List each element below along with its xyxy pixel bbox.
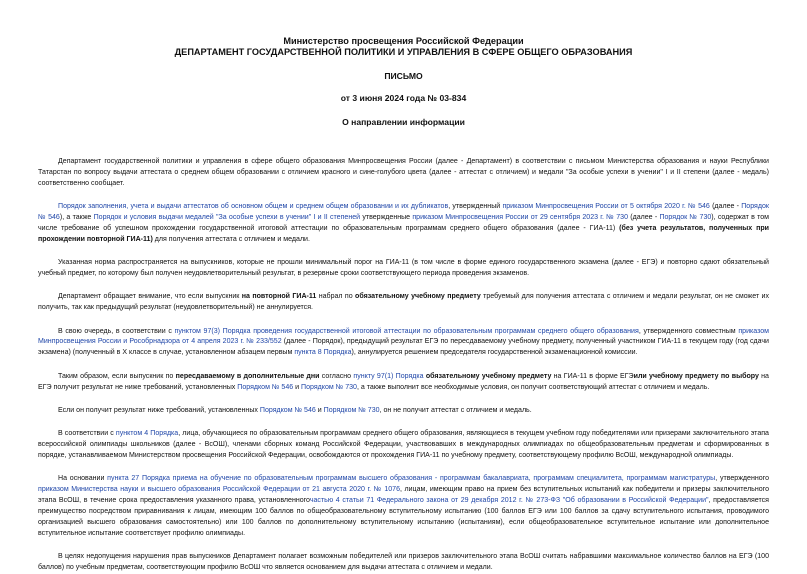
link-poryadok-546[interactable]: Порядком № 546 xyxy=(237,383,294,391)
document-body xyxy=(38,157,769,574)
paragraph-9 xyxy=(38,474,769,539)
link-order-1076[interactable]: приказом Министерства науки и высшего образования Российской Федерации от 21 августа 2020 г. № 1076 xyxy=(38,486,401,494)
document-type: ПИСЬМО xyxy=(384,71,423,81)
paragraph-1 xyxy=(38,157,769,190)
link-poryadok-546[interactable]: Порядок № 546 xyxy=(38,203,769,222)
link-punkt-27-admission[interactable]: пункта 27 Порядка приема на обучение по образовательным программам высшего образования - программам бакалавриата, программам специалитета, программам магистратуры xyxy=(107,475,716,483)
text: утвержденные xyxy=(360,214,413,222)
text: для получения аттестата с отличием и медали. xyxy=(152,235,310,243)
text: (далее - xyxy=(628,214,660,222)
link-order-fill-certificates[interactable]: Порядок заполнения, учета и выдачи аттестатов об основном общем и среднем общем образовании и их дубликатов xyxy=(58,203,449,211)
document-subject: О направлении информации xyxy=(342,117,465,127)
text: (далее - Порядок), предыдущий результат ЕГЭ по пересдаваемому учебному предмету, полученный участником ГИА-11 в текущем году (год сдачи экзамена) (полученный в X классе в случае, установленном абзацем первым xyxy=(38,338,769,357)
link-punkt-4[interactable]: пунктом 4 Порядка xyxy=(115,430,179,438)
text: , а также выполнит все необходимые условия, он получит соответствующий аттестат с отличием и медаль. xyxy=(356,383,710,391)
document-date-number: от 3 июня 2024 года № 03-834 xyxy=(340,93,467,103)
text: и xyxy=(293,383,302,391)
paragraph-7 xyxy=(38,406,769,417)
link-poryadok-730[interactable]: Порядком № 730 xyxy=(323,406,380,414)
link-order-233-552[interactable]: приказом Минпросвещения России и Рособрнадзора от 4 апреля 2023 г. № 233/552 xyxy=(38,327,769,346)
link-medal-order[interactable]: Порядок и условия выдачи медалей "За особые успехи в учении" I и II степеней xyxy=(93,214,361,222)
link-law-273[interactable]: частью 4 статьи 71 Федерального закона от 29 декабря 2012 г. № 273-ФЗ "Об образовании в Российской Федерации" xyxy=(309,497,709,505)
text: , лица, обучающиеся по образовательным программам среднего общего образования, являющиеся в текущем учебном году победителями или призерами заключительного этапа всероссийской олимпиады школьников (далее - ВсОШ), членами сборных команд Российской Федерации, участвовавших в международных олимпиадах по общеобразовательным предметам и сформированных в порядке, устанавливаемом Министерством просвещения Российской Федерации, освобождаются от прохождения ГИА-11 по учебному предмету, соответствующему профилю ВсОШ, международной олимпиады. xyxy=(38,430,769,459)
text: , утвержденный xyxy=(448,203,503,211)
text: требуемый для получения аттестата с отличием и медали результат, он не сможет их получить, так как предыдущий результат (неудовлетворительный) не аннулируется. xyxy=(38,293,770,312)
text: , лицам, имеющим право на прием без вступительных испытаний как победители и призеры заключительного этапа ВсОШ, в течение срока предоставления указанного права, установленного xyxy=(38,486,770,505)
text: На основании xyxy=(58,475,108,483)
bold-text: обязательному учебному предмету xyxy=(355,293,481,301)
text: Департамент обращает внимание, что если выпускник xyxy=(58,293,242,301)
bold-text: (без учета результатов, полученных при прохождении повторной ГИА-11) xyxy=(38,224,770,243)
paragraph-8 xyxy=(38,429,769,462)
paragraph-5 xyxy=(38,327,769,360)
paragraph-2 xyxy=(38,202,769,246)
text: Если он получит результат ниже требований, установленных xyxy=(58,406,260,414)
link-poryadok-730[interactable]: Порядком № 730 xyxy=(301,383,357,391)
text: согласно xyxy=(319,372,354,380)
text: набрал по xyxy=(316,293,356,301)
department-name: ДЕПАРТАМЕНТ ГОСУДАРСТВЕННОЙ ПОЛИТИКИ И УПРАВЛЕНИЯ В СФЕРЕ ОБЩЕГО ОБРАЗОВАНИЯ xyxy=(174,47,633,57)
link-punkt-97-3[interactable]: пунктом 97(3) Порядка проведения государственной итоговой аттестации по образовательным программам среднего общего образования xyxy=(174,327,639,335)
paragraph-6 xyxy=(38,372,769,394)
text: В соответствии с xyxy=(58,430,116,438)
link-order-546[interactable]: приказом Минпросвещения России от 5 октября 2020 г. № 546 xyxy=(502,203,710,211)
bold-text: обязательному учебному предмету xyxy=(425,372,552,380)
text: , утвержденного совместным xyxy=(638,327,739,335)
text: В свою очередь, в соответствии с xyxy=(58,327,175,335)
link-punkt-97-1[interactable]: пункту 97(1) Порядка xyxy=(353,372,424,380)
text: , утвержденного xyxy=(715,475,770,483)
text: Департамент государственной политики и управления в сфере общего образования Минпросвещения России (далее - Департамент) в соответствии с письмом Министерства образования и науки Республики Татарстан по вопросу выдачи аттестата о среднем общем образовании с отличием красного и сине-голубого цвета (далее - аттестат с отличием) и медали "За особые успехи в учении" I и II степени (далее - медаль) соответственно сообщает. xyxy=(38,158,769,187)
bold-text: или учебному предмету по выбору xyxy=(633,372,759,380)
text: на ЕГЭ получит результат не ниже требований, установленных xyxy=(38,372,769,391)
link-punkt-8[interactable]: пункта 8 Порядка xyxy=(294,349,352,357)
text: (далее - xyxy=(709,203,742,211)
paragraph-4 xyxy=(38,292,769,314)
text: В целях недопущения нарушения прав выпускников Департамент полагает возможным победителей или призеров заключительного этапа ВсОШ считать набравшими максимальное количество баллов на ЕГЭ (100 баллов) по учебным предметам, соответствующим профилю ВсОШ что является основанием для выдачи аттестата с отличием и медали. xyxy=(38,553,769,571)
text: , предоставляется преимущество посредством приравнивания к лицам, имеющим 100 баллов по общеобразовательному вступительному испытанию (100 баллов ЕГЭ или 100 баллов за сдачу вступительного испытания, проводимого организацией высшего образования самостоятельно) или 100 баллов по дополнительному вступительному испытанию (испытаниям), если общеобразовательное вступительное испытание или дополнительное вступительное испытание соответствует профилю олимпиады. xyxy=(38,497,769,537)
bold-text: пересдаваемому в дополнительные дни xyxy=(175,372,320,380)
text: Указанная норма распространяется на выпускников, которые не прошли минимальный порог на ГИА-11 (в том числе в форме единого государственного экзамена (далее - ЕГЭ) и повторно сдают обязательный учебный предмет, по которому был получен неудовлетворительный результат, в резервные сроки соответствующего периода проведения экзаменов. xyxy=(38,259,769,278)
bold-text: на повторной ГИА-11 xyxy=(241,293,317,301)
text: , он не получит аттестат с отличием и медаль. xyxy=(379,406,532,414)
ministry-name: Министерство просвещения Российской Федерации xyxy=(283,36,524,46)
text: на ГИА-11 в форме ЕГЭ xyxy=(551,372,634,380)
link-poryadok-546[interactable]: Порядком № 546 xyxy=(259,406,316,414)
text: ), а также xyxy=(59,214,94,222)
link-poryadok-730[interactable]: Порядок № 730 xyxy=(659,214,712,222)
text: ), содержат в том числе требование об успешном прохождении государственной итоговой аттестации по образовательным программам среднего общего образования (далее - ГИА-11) xyxy=(38,214,769,232)
text: ), аннулируется решением председателя государственной экзаменационной комиссии. xyxy=(351,349,638,357)
link-order-730[interactable]: приказом Минпросвещения России от 29 сентября 2023 г. № 730 xyxy=(412,214,629,222)
text: Таким образом, если выпускник по xyxy=(58,372,176,380)
text: и xyxy=(315,406,324,414)
paragraph-3 xyxy=(38,258,769,280)
